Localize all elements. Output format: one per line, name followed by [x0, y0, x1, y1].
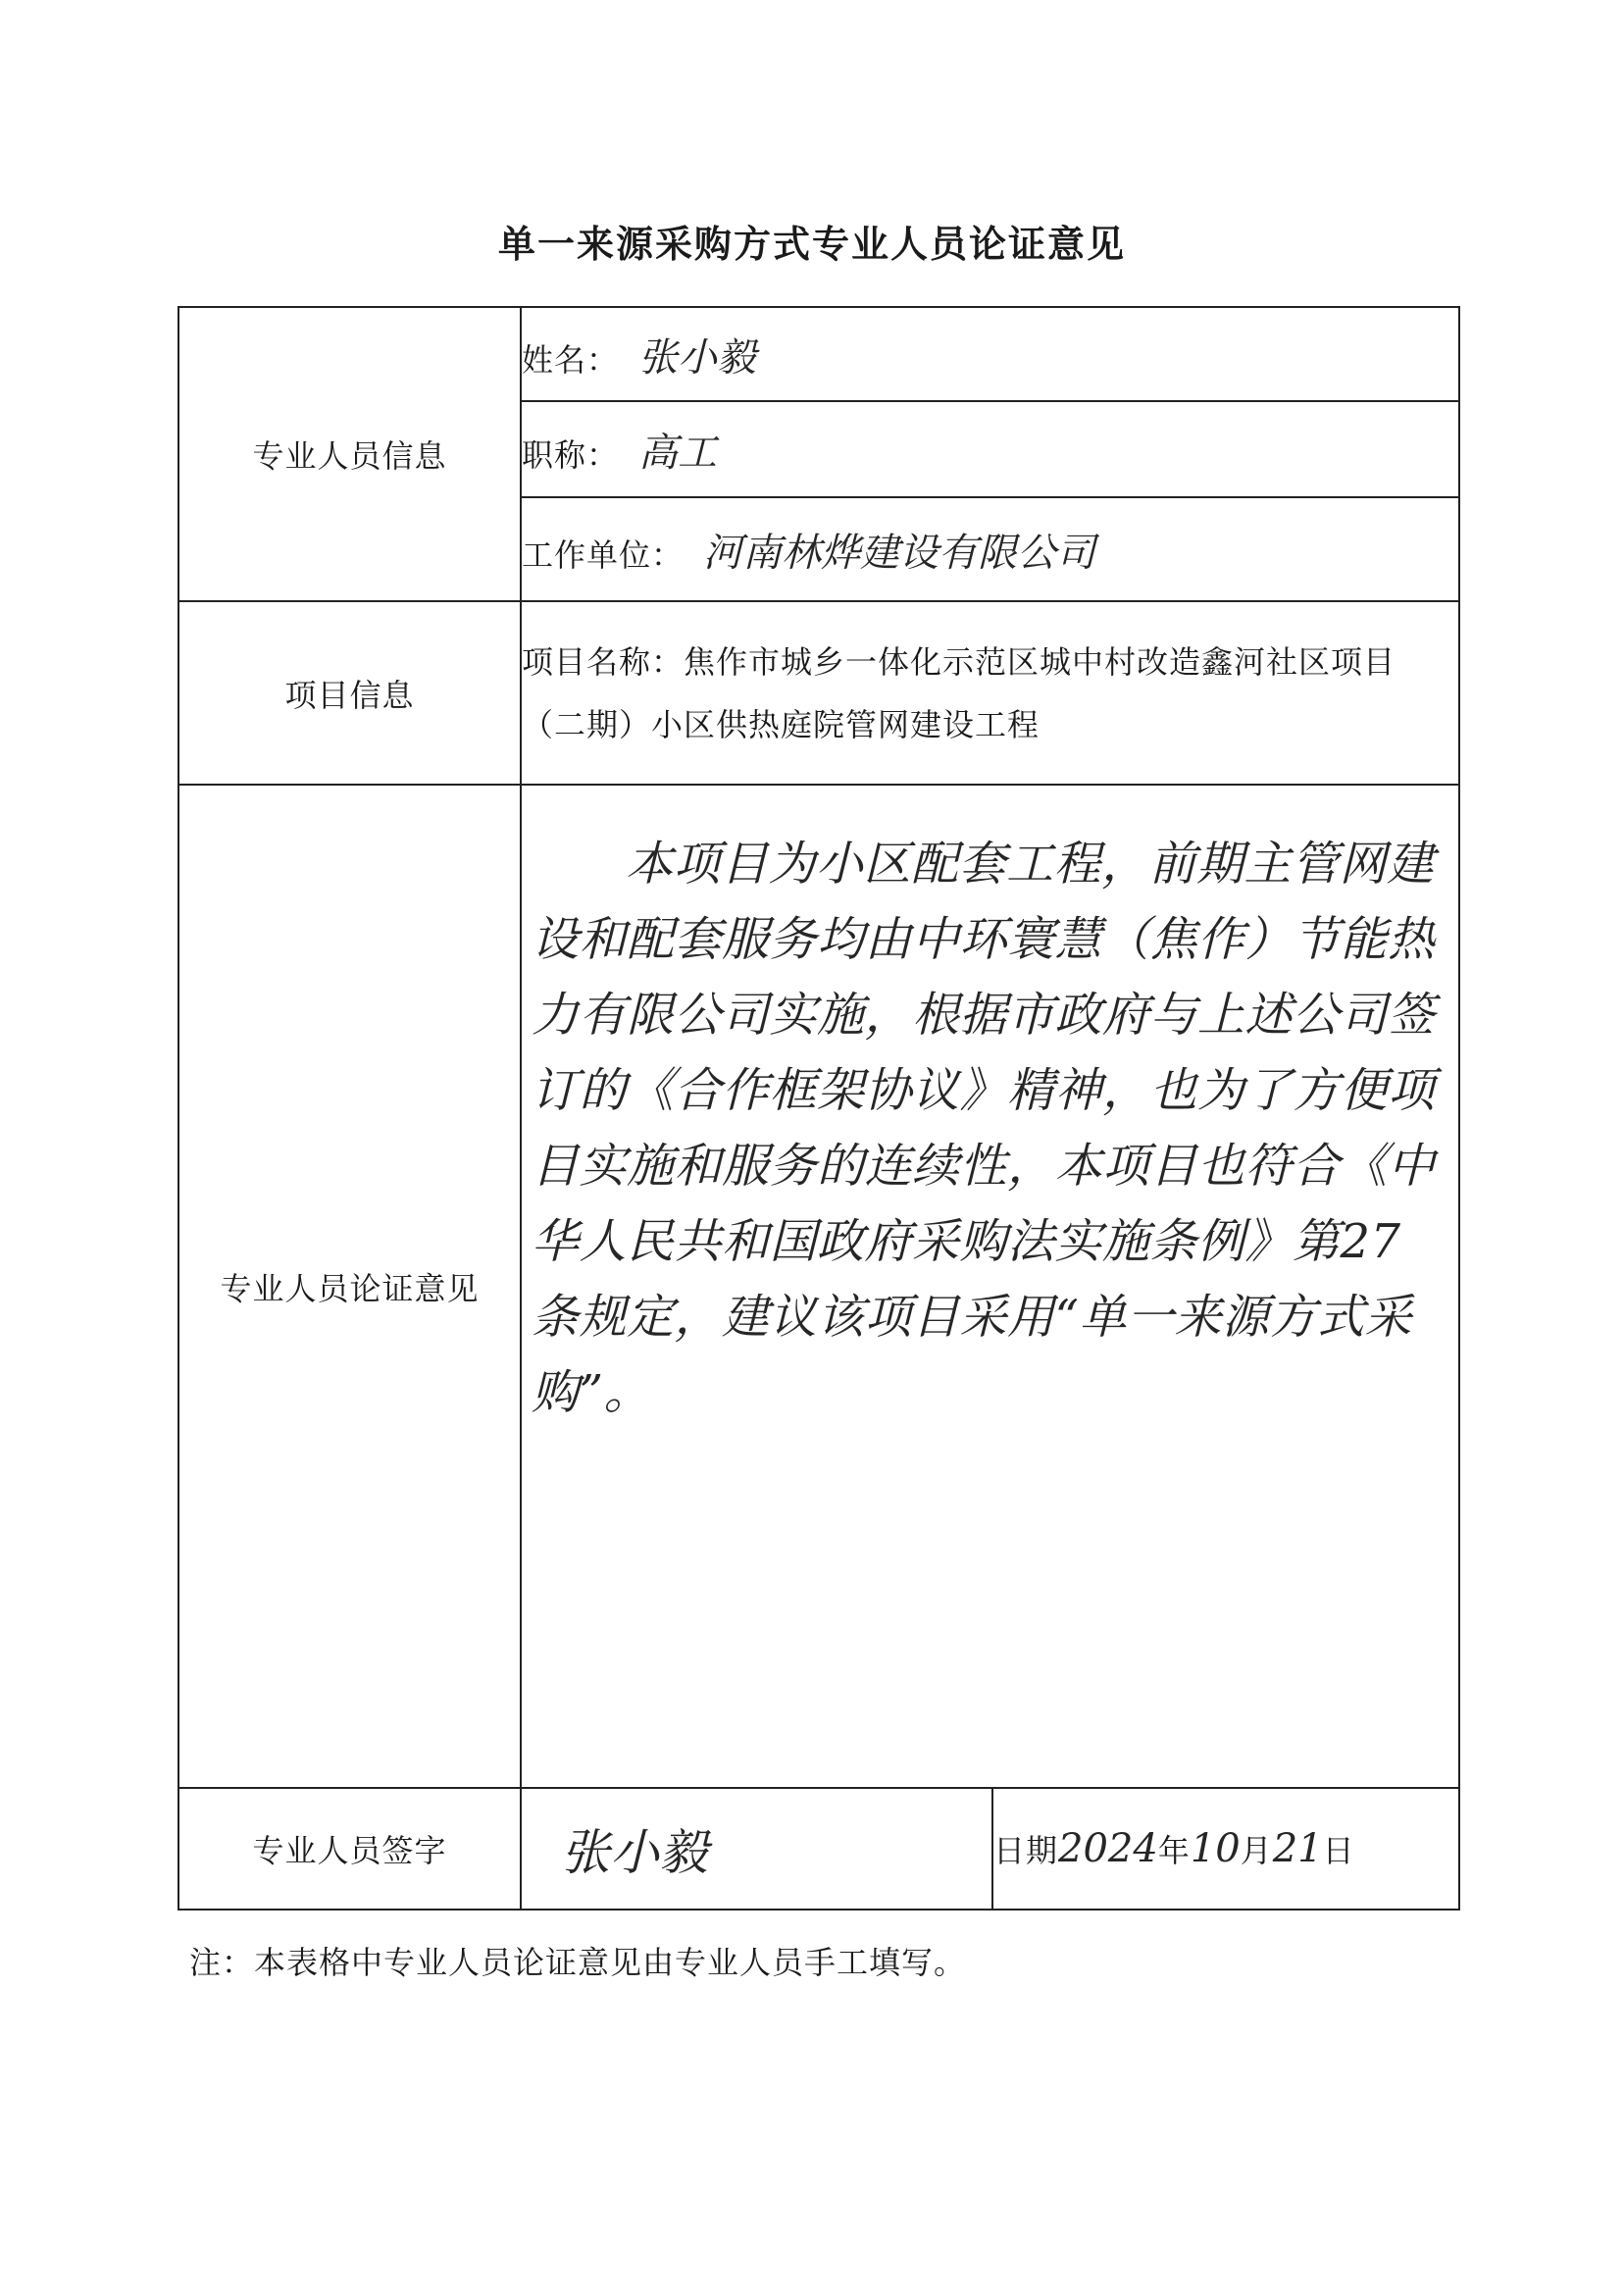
name-label: 姓名：	[522, 340, 620, 379]
footnote: 注：本表格中专业人员论证意见由专业人员手工填写。	[189, 1944, 967, 1981]
opinion-text: 本项目为小区配套工程，前期主管网建设和配套服务均由中环寰慧（焦作）节能热力有限公司实施，根据市政府与上述公司签订的《合作框架协议》精神，也为了方便项目实施和服务的连续性，本项目也符合《中华人民共和国政府采购法实施条例》第27条规定，建议该项目采用“单一来源方式采购”。	[532, 837, 1436, 1420]
date-day-unit: 日	[1322, 1832, 1355, 1869]
date-month-unit: 月	[1240, 1832, 1273, 1869]
opinion-cell	[521, 785, 1459, 1788]
project-name-text: 项目名称：焦作市城乡一体化示范区城中村改造鑫河社区项目（二期）小区供热庭院管网建设工程	[521, 601, 1459, 785]
opinion-form-table	[178, 306, 1460, 1911]
signature-cell	[521, 1788, 992, 1910]
signature-value: 张小毅	[561, 1824, 708, 1881]
date-month: 10	[1190, 1826, 1241, 1871]
signature-label: 专业人员签字	[178, 1788, 521, 1910]
project-info-label: 项目信息	[178, 601, 521, 785]
expert-info-label: 专业人员信息	[178, 307, 521, 601]
date-year: 2024	[1058, 1826, 1158, 1871]
form-title: 单一来源采购方式专业人员论证意见	[497, 223, 1126, 266]
title-label: 职称：	[522, 435, 620, 474]
date-year-unit: 年	[1157, 1832, 1191, 1869]
date-label: 日期	[993, 1832, 1059, 1869]
opinion-label: 专业人员论证意见	[178, 785, 521, 1788]
org-label: 工作单位：	[522, 535, 685, 574]
org-field	[521, 497, 1459, 601]
name-field	[521, 307, 1459, 401]
date-cell	[992, 1788, 1459, 1910]
title-field	[521, 401, 1459, 497]
org-value: 河南林烨建设有限公司	[703, 530, 1096, 576]
date-day: 21	[1272, 1826, 1323, 1871]
name-value: 张小毅	[638, 334, 757, 381]
title-value: 高工	[638, 430, 718, 476]
